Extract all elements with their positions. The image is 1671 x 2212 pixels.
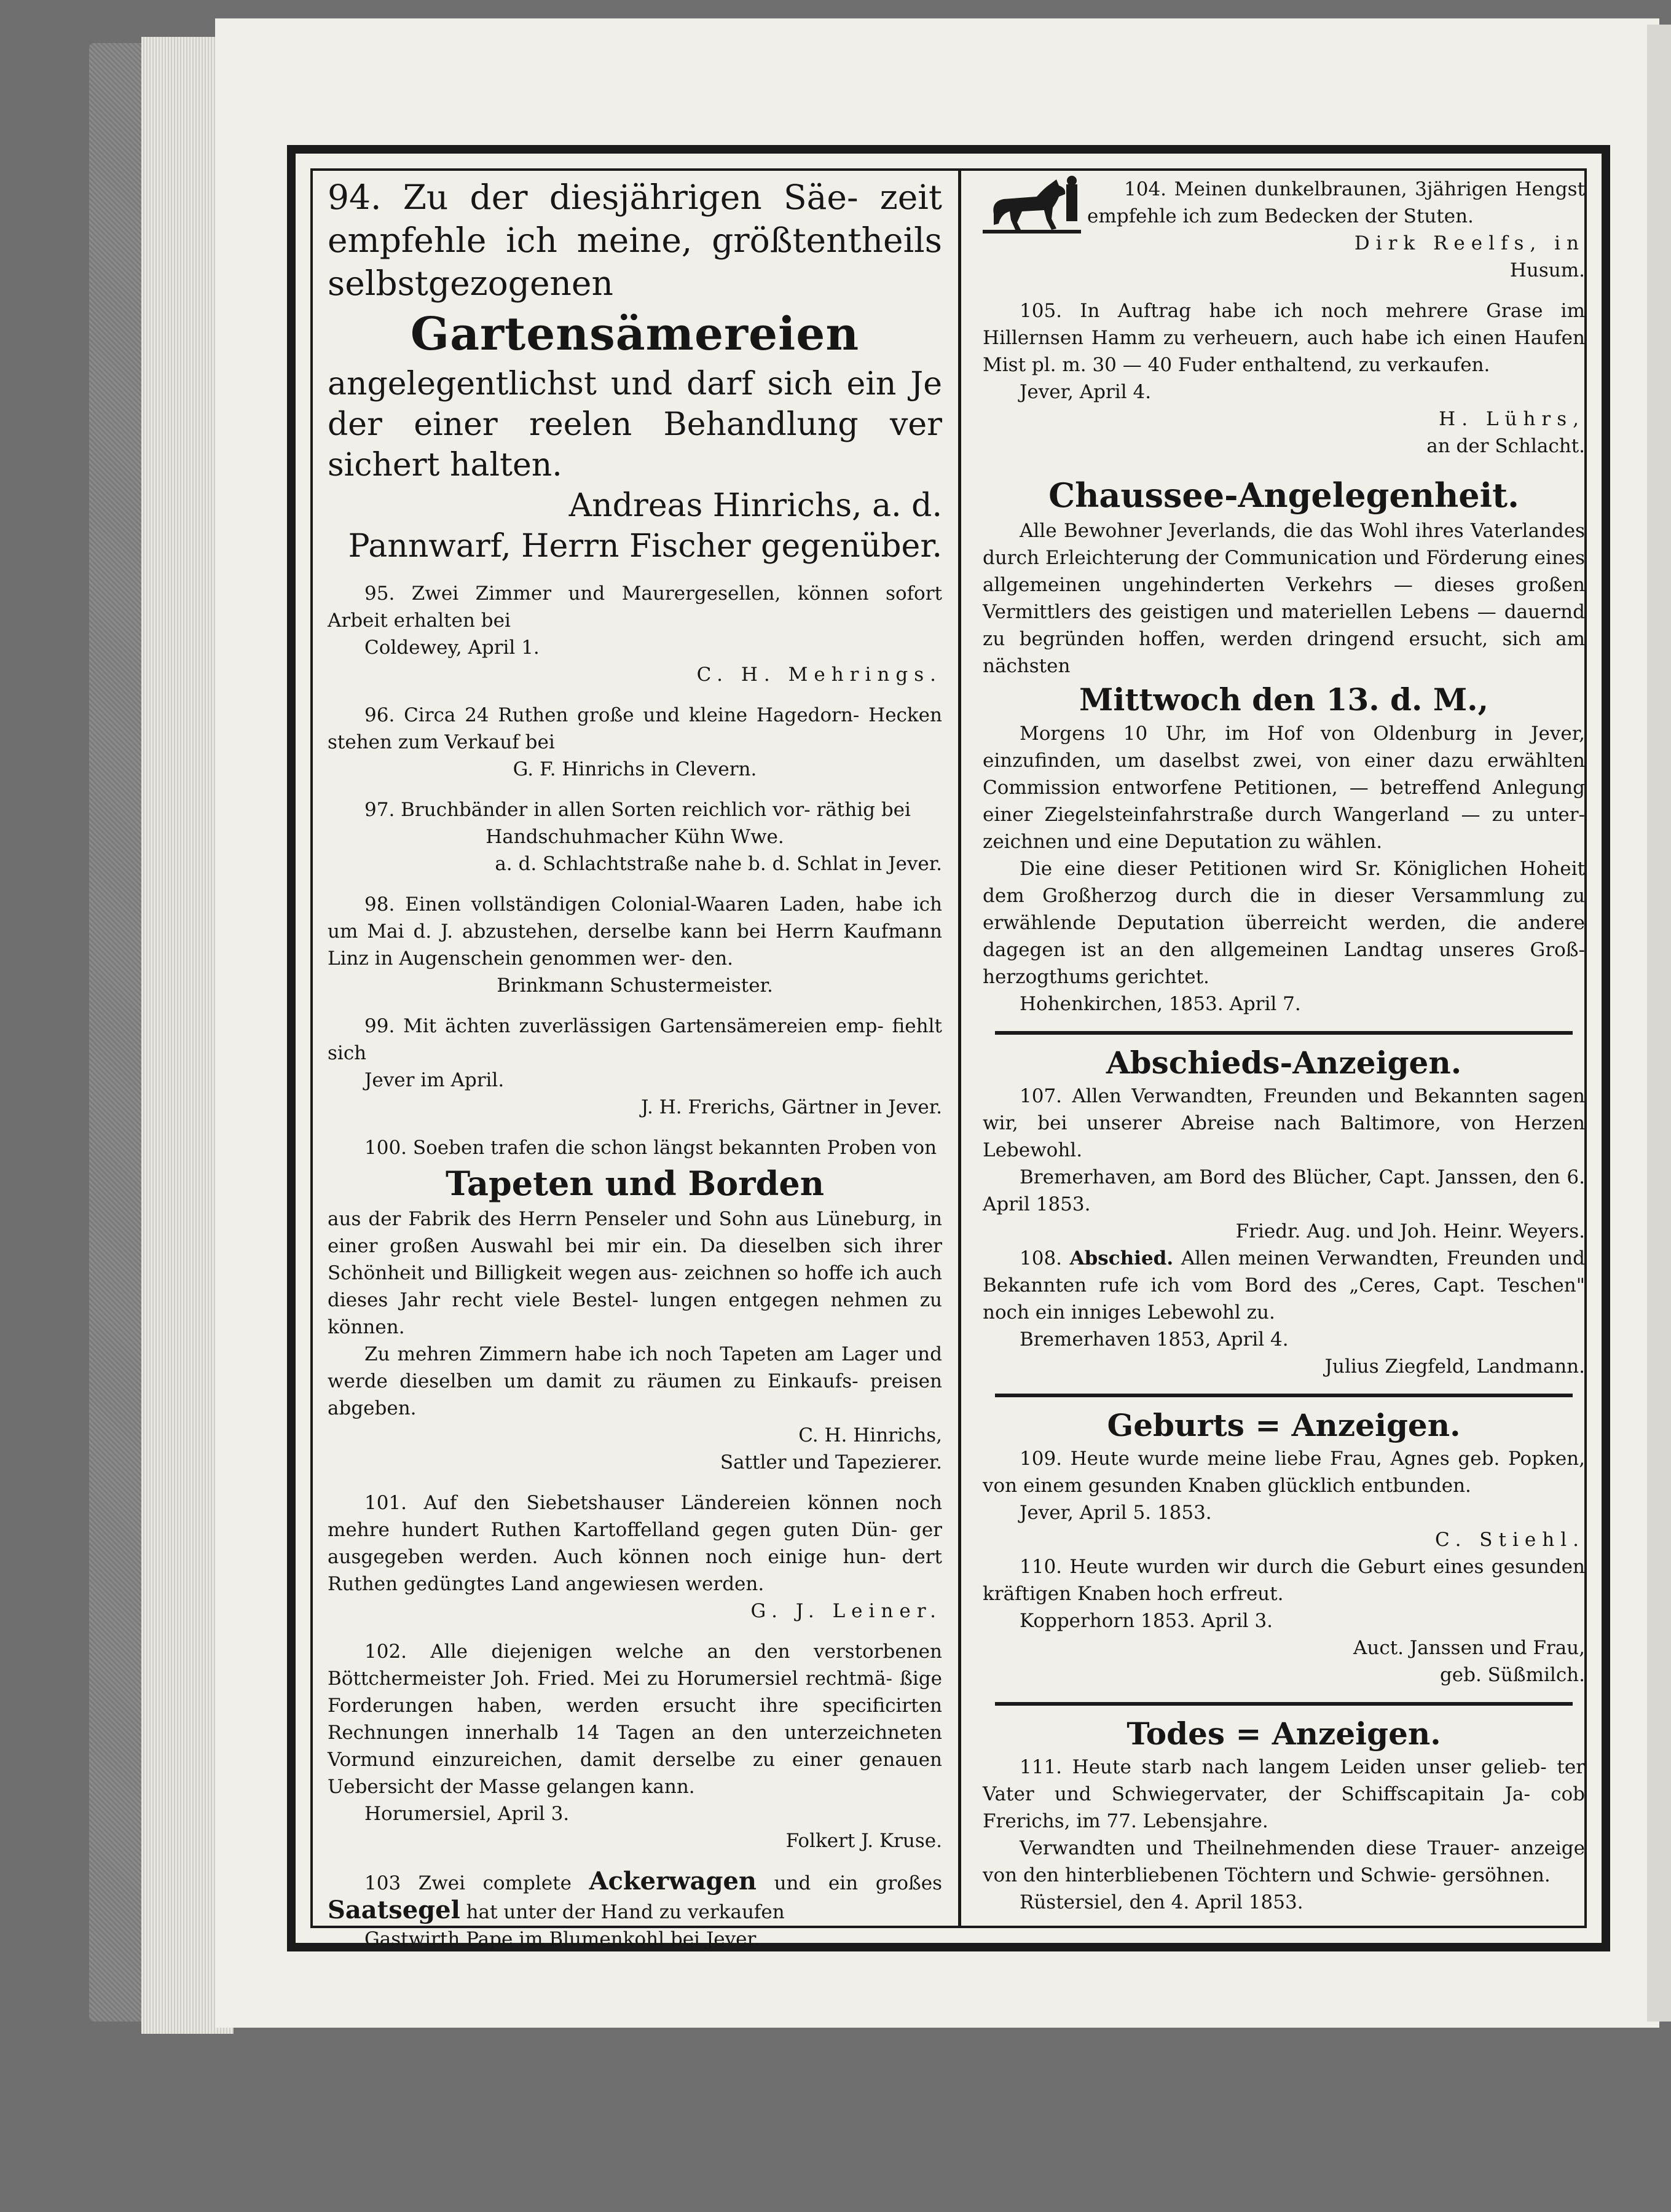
ad-100 [328, 1134, 942, 1476]
ad-108-word: Abschied. [1069, 1247, 1174, 1269]
ad-100-body-2: Zu mehren Zimmern habe ich noch Tapeten am Lager und werde dieselben um damit zu räumen zu Einkaufs- preisen abgeben. [328, 1343, 942, 1419]
ad-103-text [328, 1868, 942, 1926]
ad-95-place: Coldewey, April 1. [364, 637, 540, 659]
chaussee-place: Hohenkirchen, 1853. April 7. [1020, 993, 1301, 1015]
ad-110-maiden-name: geb. Süßmilch. [1439, 1664, 1585, 1686]
section-geburt [983, 1406, 1585, 1688]
ad-110-text: 110. Heute wurden wir durch die Geburt eines gesunden kräftigen Knaben hoch erfreut. [983, 1556, 1585, 1605]
ad-100-signature: C. H. Hinrichs, [798, 1424, 942, 1446]
ad-96-signature: G. F. Hinrichs in Clevern. [513, 758, 757, 780]
advertisement-frame [287, 145, 1610, 1951]
ad-104-signature: Dirk Reelfs, in [1354, 232, 1585, 254]
ad-101 [328, 1489, 942, 1625]
ad-101-text: 101. Auf den Siebetshauser Ländereien können noch mehre hundert Ruthen Kartoffelland gegen guten Dün- ger ausgegeben werden. Auch können noch einige hun- dert Ruthen gedüngtes Land angewiesen werden. [328, 1492, 942, 1595]
ad-111-text: 111. Heute starb nach langem Leiden unser gelieb- ter Vater und Schwiegervater, der Schiffscapitain Ja- cob Frerichs, im 77. Lebensjahre. [983, 1756, 1585, 1832]
ad-100-body: aus der Fabrik des Herrn Penseler und Sohn aus Lüneburg, in einer großen Auswahl bei mir ein. Da dieselben sich ihrer Schönheit und Billigkeit wegen aus- zeichnen so hoffe ich auch dieses Jahr recht viele Bestel- lungen entgegen nehmen zu können. [328, 1208, 942, 1338]
ad-102-text: 102. Alle diejenigen welche an den verstorbenen Böttchermeister Joh. Fried. Mei zu Horumersiel rechtmä- ßige Forderungen haben, werden ersucht ihre specificirten Rechnungen innerhalb 14 Tagen an den unterzeichneten Vormund einzureichen, damit derselbe zu einer genauen Uebersicht der Masse gelangen kann. [328, 1641, 942, 1798]
ad-103-pre: 103 Zwei complete [364, 1872, 572, 1894]
ad-109-text: 109. Heute wurde meine liebe Frau, Agnes geb. Popken, von einem gesunden Knaben glücklich entbunden. [983, 1448, 1585, 1497]
ad-95 [328, 580, 942, 688]
geburt-header: Geburts = Anzeigen. [1107, 1407, 1461, 1443]
ad-94-body: angelegentlichst und darf sich ein Je der einer reelen Behandlung ver sichert halten. [328, 366, 942, 484]
ad-94-address: Pannwarf, Herrn Fischer gegenüber. [348, 528, 942, 565]
next-page-edge [1647, 25, 1671, 2022]
ad-102-signature: Folkert J. Kruse. [785, 1830, 942, 1852]
ad-97-signature: Handschuhmacher Kühn Wwe. [486, 826, 784, 848]
ad-108-signature: Julius Ziegfeld, Landmann. [1324, 1355, 1585, 1378]
ad-110-signature: Auct. Janssen und Frau, [1353, 1637, 1585, 1659]
ad-99-signature: J. H. Frerichs, Gärtner in Jever. [641, 1096, 942, 1118]
ad-99-place: Jever im April. [364, 1069, 505, 1091]
ad-96 [328, 702, 942, 783]
ad-105-place: Jever, April 4. [1020, 381, 1152, 403]
ad-105-address: an der Schlacht. [1426, 435, 1585, 457]
ad-96-text: 96. Circa 24 Ruthen große und kleine Hagedorn- Hecken stehen zum Verkauf bei [328, 704, 942, 753]
chaussee-date: Mittwoch den 13. d. M., [1079, 681, 1488, 718]
ad-104-text: 104. Meinen dunkelbraunen, 3jährigen Hengst empfehle ich zum Bedecken der Stuten. [1087, 178, 1585, 227]
ad-111-text-2: Verwandten und Theilnehmenden diese Trauer- anzeige von den hinterbliebenen Töchtern und Schwie- gersöhnen. [983, 1837, 1585, 1886]
ad-94-headline: Gartensämereien [410, 308, 860, 361]
section-rule [995, 1031, 1573, 1035]
right-column [983, 176, 1585, 1921]
ad-95-signature: C. H. Mehrings. [696, 664, 942, 686]
ad-94-signature: Andreas Hinrichs, a. d. [568, 487, 942, 524]
ad-107-text: 107. Allen Verwandten, Freunden und Bekannten sagen wir, bei unserer Abreise nach Baltimore, von Herzen Lebewohl. [983, 1085, 1585, 1161]
ad-103-post: hat unter der Hand zu verkaufen [466, 1901, 785, 1923]
chaussee-body-2: Morgens 10 Uhr, im Hof von Oldenburg in Jever, einzufinden, um daselbst zwei, von einer dazu erwählten Commission entworfene Petitionen, — betreffend Anlegung einer Ziegelsteinfahrstraße durch Wangerland — zu unter- zeichnen und eine Deputation zu wählen. [983, 723, 1585, 853]
ad-98-text: 98. Einen vollständigen Colonial-Waaren Laden, habe ich um Mai d. J. abzustehen, derselbe kann bei Herrn Kaufmann Linz in Augenschein genommen wer- den. [328, 893, 942, 970]
ad-103-word-2: Saatsegel [328, 1896, 460, 1924]
left-column [328, 176, 942, 1950]
ad-104 [983, 176, 1585, 284]
ad-110-place: Kopperhorn 1853. April 3. [1020, 1610, 1273, 1632]
ad-chaussee [983, 473, 1585, 1018]
column-divider [958, 168, 961, 1928]
ad-105-signature: H. Lührs, [1439, 408, 1585, 430]
section-rule [995, 1394, 1573, 1397]
ad-109-place: Jever, April 5. 1853. [1020, 1502, 1212, 1524]
ad-103-word-1: Ackerwagen [589, 1867, 757, 1896]
ad-102 [328, 1638, 942, 1854]
ad-103-mid: und ein großes [774, 1872, 942, 1894]
section-rule [995, 1702, 1573, 1706]
ad-97-text: 97. Bruchbänder in allen Sorten reichlich vor- räthig bei [364, 799, 911, 821]
ad-97-address: a. d. Schlachtstraße nahe b. d. Schlat in Jever. [495, 853, 942, 875]
ad-109-signature: C. Stiehl. [1434, 1529, 1585, 1551]
ad-98 [328, 891, 942, 999]
ad-105 [983, 297, 1585, 460]
ad-100-intro: 100. Soeben trafen die schon längst bekannten Proben von [364, 1137, 937, 1159]
section-tod [983, 1714, 1585, 1916]
ad-95-text: 95. Zwei Zimmer und Maurergesellen, können sofort Arbeit erhalten bei [328, 582, 942, 632]
ad-94-intro: 94. Zu der diesjährigen Säe- zeit empfehle ich meine, größtentheils selbstgezogenen [328, 178, 942, 303]
ad-108-place: Bremerhaven 1853, April 4. [1020, 1328, 1289, 1351]
ad-108-number: 108. [1020, 1247, 1063, 1269]
ad-99 [328, 1013, 942, 1121]
chaussee-body-3: Die eine dieser Petitionen wird Sr. Königlichen Hoheit dem Großherzog durch die in dieser Versammlung zu erwählende Deputation überreicht werden, die andere dagegen ist an den allgemeinen Landtag unseres Groß- herzogthums gerichtet. [983, 858, 1585, 988]
ad-107-place: Bremerhaven, am Bord des Blücher, Capt. Janssen, den 6. April 1853. [983, 1166, 1585, 1215]
abschied-header: Abschieds-Anzeigen. [1106, 1045, 1462, 1081]
ad-98-signature: Brinkmann Schustermeister. [497, 975, 773, 997]
ad-108-text [983, 1245, 1585, 1326]
section-abschied [983, 1043, 1585, 1380]
ad-104-box [983, 176, 1585, 284]
ad-104-place: Husum. [1509, 259, 1585, 281]
ad-107-signature: Friedr. Aug. und Joh. Heinr. Weyers. [1235, 1220, 1585, 1242]
chaussee-body: Alle Bewohner Jeverlands, die das Wohl ihres Vaterlandes durch Erleichterung der Communication und Förderung eines allgemeinen ungehinderten Verkehrs — dieses großen Vermittlers des geistigen und materiellen Lebens — dauernd zu begründen hoffen, werden dringend ersucht, sich am nächsten [983, 520, 1585, 677]
ad-100-headline: Tapeten und Borden [445, 1164, 825, 1203]
ad-104-content [1087, 176, 1585, 284]
chaussee-headline: Chaussee-Angelegenheit. [1048, 476, 1519, 515]
ad-108-body: Allen meinen Verwandten, Freunden und Bekannten rufe ich vom Bord des „Ceres, Capt. Teschen" noch ein inniges Lebewohl zu. [983, 1247, 1585, 1324]
ad-103-signature: Gastwirth Pape im Blumenkohl bei Jever. [364, 1928, 760, 1950]
tod-header: Todes = Anzeigen. [1126, 1716, 1441, 1752]
ad-99-text: 99. Mit ächten zuverlässigen Gartensämereien emp- fiehlt sich [328, 1015, 942, 1064]
ad-100-profession: Sattler und Tapezierer. [720, 1451, 942, 1473]
ad-97 [328, 796, 942, 877]
ad-102-place: Horumersiel, April 3. [364, 1803, 570, 1825]
ad-111-place: Rüstersiel, den 4. April 1853. [1020, 1891, 1303, 1913]
ad-105-text: 105. In Auftrag habe ich noch mehrere Grase im Hillernsen Hamm zu verheuern, auch habe ich einen Haufen Mist pl. m. 30 — 40 Fuder enthaltend, zu verkaufen. [983, 300, 1585, 376]
ad-103 [328, 1868, 942, 1953]
ad-101-signature: G. J. Leiner. [750, 1600, 942, 1622]
ad-94 [328, 176, 942, 567]
horse-icon [983, 176, 1081, 235]
